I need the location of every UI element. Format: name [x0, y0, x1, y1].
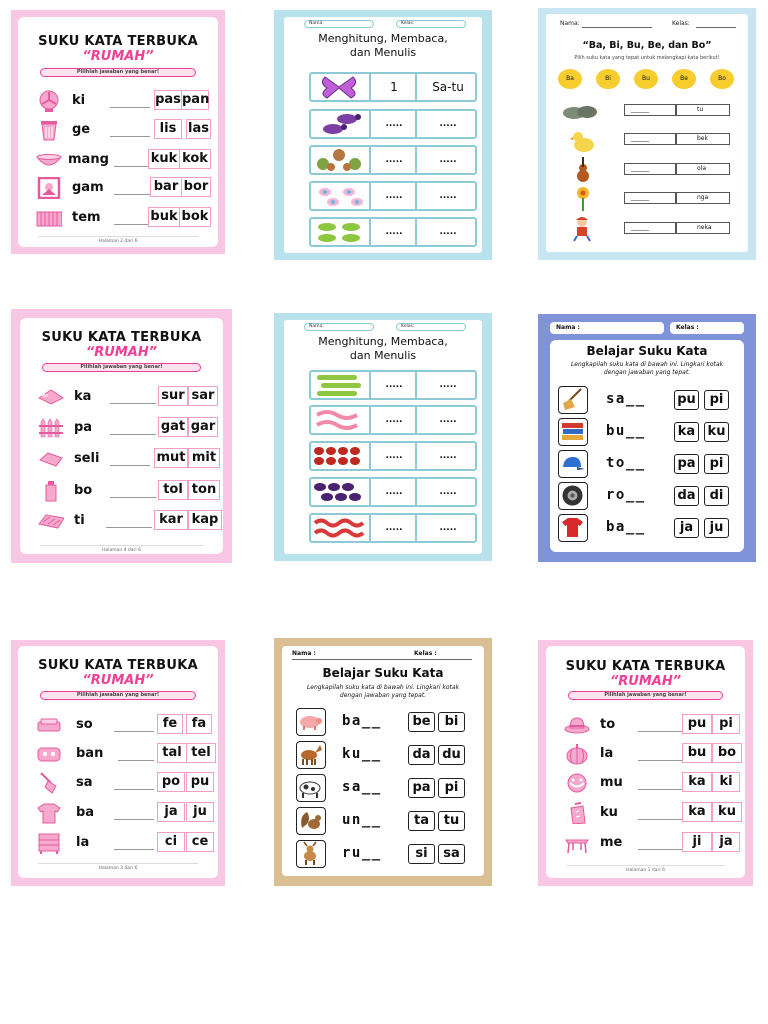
- name-field[interactable]: [582, 27, 652, 28]
- answer-box[interactable]: ______: [624, 133, 676, 145]
- list-item: [38, 417, 216, 441]
- option-box[interactable]: lis: [154, 119, 182, 139]
- class-field[interactable]: Kelas:: [396, 323, 466, 331]
- name-field[interactable]: Nama:: [304, 20, 374, 28]
- answer-blank[interactable]: [110, 136, 150, 137]
- word-suffix: bek: [676, 133, 730, 145]
- option-box[interactable]: ku: [704, 422, 729, 442]
- option-box[interactable]: bar: [150, 177, 182, 197]
- syllable: un__: [342, 812, 382, 828]
- option-box[interactable]: kuk: [148, 149, 180, 169]
- table-icon: [564, 832, 590, 854]
- option-box[interactable]: buk: [148, 207, 180, 227]
- fence-icon: [38, 417, 64, 439]
- option-box[interactable]: ku: [712, 802, 742, 822]
- page-title-line2: dan Menulis: [349, 349, 417, 362]
- option-box[interactable]: du: [438, 745, 465, 765]
- fan-icon: [36, 90, 62, 112]
- instruction: Pilih suku kata yang tepat untuk melengkapi kata berikut!: [574, 55, 720, 61]
- answer-blank[interactable]: [106, 527, 152, 528]
- option-box[interactable]: pi: [704, 454, 729, 474]
- option-box[interactable]: pi: [712, 714, 740, 734]
- page-footer: Halaman 1 dari 6: [626, 868, 665, 873]
- option-box[interactable]: be: [408, 712, 435, 732]
- violin-icon: [574, 157, 592, 183]
- answer-box[interactable]: ______: [624, 104, 676, 116]
- answer-box[interactable]: ______: [624, 192, 676, 204]
- instruction-pill: Pilihlah jawaban yang benar!: [568, 691, 723, 700]
- word-cell[interactable]: .....: [439, 227, 457, 237]
- deer-icon: [297, 841, 324, 866]
- syllable: ba__: [606, 519, 646, 535]
- answer-blank[interactable]: [110, 465, 150, 466]
- picture-box: [296, 741, 326, 769]
- answer-blank[interactable]: [114, 731, 154, 732]
- list-item: [36, 90, 210, 114]
- syllable: ba: [76, 805, 95, 820]
- option-box[interactable]: mit: [188, 448, 220, 468]
- ant-icon: [311, 111, 367, 137]
- option-box[interactable]: tel: [186, 743, 216, 763]
- word-suffix: tu: [676, 104, 730, 116]
- caterpillar-icon: [311, 372, 367, 398]
- answer-blank[interactable]: [118, 760, 154, 761]
- bed-icon: [38, 386, 64, 408]
- option-box[interactable]: pa: [674, 454, 699, 474]
- worksheet-belajar-1: [538, 314, 756, 562]
- books-icon: [559, 419, 586, 444]
- option-box[interactable]: gar: [188, 417, 218, 437]
- word-cell[interactable]: .....: [439, 155, 457, 165]
- answer-blank[interactable]: [110, 497, 156, 498]
- list-item: [564, 772, 731, 796]
- syllable: ku: [600, 805, 618, 820]
- radiator-icon: [36, 207, 62, 229]
- page-footer: Halaman 3 dari 6: [98, 866, 138, 871]
- option-box[interactable]: ja: [712, 832, 740, 852]
- option-box[interactable]: da: [408, 745, 435, 765]
- option-box[interactable]: sa: [438, 844, 465, 864]
- option-box[interactable]: di: [704, 486, 729, 506]
- page-title-line2: dan Menulis: [349, 46, 417, 59]
- picture-box: [558, 514, 588, 542]
- shirt-icon: [559, 515, 586, 540]
- answer-blank[interactable]: [110, 434, 156, 435]
- horse-icon: [297, 742, 324, 767]
- name-label: Nama:: [560, 20, 580, 27]
- count-cell[interactable]: .....: [385, 380, 403, 390]
- list-item: [36, 802, 207, 826]
- option-box[interactable]: bok: [179, 207, 211, 227]
- list-item: [564, 714, 731, 738]
- picture-box: [296, 708, 326, 736]
- instruction-pill: Pilihlah jawaban yang benar!: [40, 691, 196, 700]
- doll-icon: [570, 216, 594, 242]
- grasshopper-icon: [311, 219, 367, 245]
- word-cell[interactable]: .....: [439, 415, 457, 425]
- count-cell[interactable]: .....: [385, 155, 403, 165]
- syllable: to__: [606, 455, 646, 471]
- answer-blank[interactable]: [638, 789, 682, 790]
- count-cell[interactable]: .....: [385, 523, 403, 533]
- syllable: bo: [74, 483, 93, 498]
- page-title: “Ba, Bi, Bu, Be, dan Bo”: [582, 40, 712, 51]
- bowl-icon: [36, 149, 62, 171]
- option-box[interactable]: sur: [158, 386, 188, 406]
- sofa-icon: [36, 714, 62, 736]
- class-field[interactable]: Kelas:: [396, 20, 466, 28]
- syllable: ban: [76, 746, 104, 761]
- class-label: Kelas:: [672, 20, 690, 27]
- option-box[interactable]: pu: [674, 390, 699, 410]
- option-box[interactable]: tol: [158, 480, 188, 500]
- syllable: ba__: [342, 713, 382, 729]
- option-box[interactable]: fa: [186, 714, 212, 734]
- table-row: [309, 370, 477, 400]
- option-box[interactable]: ki: [712, 772, 740, 792]
- page-title: SUKU KATA TERBUKA: [38, 34, 198, 49]
- word-cell[interactable]: .....: [439, 523, 457, 533]
- option-box[interactable]: po: [157, 772, 185, 792]
- option-box[interactable]: fe: [157, 714, 183, 734]
- option-box[interactable]: tu: [438, 811, 465, 831]
- option-box[interactable]: ka: [674, 422, 699, 442]
- answer-blank[interactable]: [114, 789, 154, 790]
- table-row: [309, 145, 477, 175]
- class-label: Kelas :: [414, 650, 437, 657]
- list-item: [36, 832, 209, 856]
- pig-icon: [297, 709, 324, 734]
- worksheet-rumah-2: [11, 309, 232, 563]
- answer-blank[interactable]: [638, 731, 682, 732]
- option-box[interactable]: pa: [408, 778, 435, 798]
- option-box[interactable]: bo: [712, 743, 742, 763]
- syllable: sa__: [606, 391, 646, 407]
- list-item: [564, 832, 731, 856]
- answer-blank[interactable]: [638, 849, 682, 850]
- syllable: ge: [72, 122, 91, 137]
- option-box[interactable]: ju: [704, 518, 729, 538]
- syllable: mu: [600, 775, 623, 790]
- flower-icon: [574, 186, 592, 212]
- option-box[interactable]: pi: [704, 390, 729, 410]
- page-title: Belajar Suku Kata: [322, 666, 444, 680]
- option-box[interactable]: kap: [188, 510, 222, 530]
- answer-blank[interactable]: [110, 107, 150, 108]
- option-box[interactable]: ja: [157, 802, 185, 822]
- page-subtitle: “RUMAH”: [85, 345, 158, 360]
- worksheet-rumah-1: [11, 10, 225, 254]
- rock-icon: [562, 102, 598, 120]
- instruction-pill: Pilihlah jawaban yang benar!: [42, 363, 201, 372]
- pillow-icon: [36, 743, 62, 765]
- page-title: Menghitung, Membaca,: [318, 32, 448, 45]
- page-title: SUKU KATA TERBUKA: [565, 659, 726, 674]
- hat-icon: [564, 714, 590, 736]
- picture-box: [558, 418, 588, 446]
- option-box[interactable]: kok: [179, 149, 211, 169]
- table-row: [309, 477, 477, 507]
- syllable: ku__: [342, 746, 382, 762]
- word-suffix: nga: [676, 192, 730, 204]
- class-field[interactable]: Kelas :: [670, 322, 744, 334]
- word-suffix: ola: [676, 163, 730, 175]
- answer-blank[interactable]: [114, 224, 148, 225]
- drawer-icon: [36, 832, 62, 854]
- worksheet-ba-bi-bu: [538, 8, 756, 260]
- instruction: Lengkapilah suku kata di bawah ini. Lingkari kotak dengan jawaban yang tepat.: [570, 361, 724, 376]
- option-box[interactable]: bu: [682, 743, 712, 763]
- syllable: ro__: [606, 487, 646, 503]
- table-row: [309, 513, 477, 543]
- picture-box: [296, 807, 326, 835]
- page-footer: Halaman 4 dari 6: [102, 548, 141, 553]
- option-box[interactable]: bi: [438, 712, 465, 732]
- ant-icon: [311, 479, 367, 505]
- squirrel-icon: [297, 808, 324, 833]
- name-field[interactable]: Nama :: [550, 322, 664, 334]
- instruction: Lengkapilah suku kata di bawah ini. Lingkari kotak dengan jawaban yang tepat.: [306, 684, 460, 699]
- answer-blank[interactable]: [638, 819, 682, 820]
- syllable: ti: [74, 513, 85, 528]
- trash-bin-icon: [36, 119, 62, 141]
- syllable: bu__: [606, 423, 646, 439]
- page-title: SUKU KATA TERBUKA: [38, 658, 198, 673]
- option-box[interactable]: ci: [157, 832, 185, 852]
- count-cell[interactable]: .....: [385, 191, 403, 201]
- cap-icon: [559, 451, 586, 476]
- broom-icon: [36, 772, 62, 794]
- option-box[interactable]: ka: [682, 772, 712, 792]
- page-title: Belajar Suku Kata: [586, 344, 708, 358]
- ladybug-icon: [311, 443, 367, 469]
- answer-blank[interactable]: [638, 760, 682, 761]
- word-cell[interactable]: .....: [439, 487, 457, 497]
- syllable: ru__: [342, 845, 382, 861]
- table-row: [309, 217, 477, 247]
- option-box[interactable]: mut: [154, 448, 188, 468]
- syllable: ki: [72, 93, 86, 108]
- table-row: [309, 181, 477, 211]
- list-item: [564, 743, 737, 767]
- option-box[interactable]: pu: [682, 714, 712, 734]
- answer-blank[interactable]: [114, 819, 154, 820]
- syllable-chip[interactable]: Bo: [710, 69, 734, 89]
- pumpkin-icon: [564, 743, 590, 765]
- picture-box: [558, 386, 588, 414]
- word-cell[interactable]: .....: [439, 119, 457, 129]
- option-box[interactable]: ton: [188, 480, 220, 500]
- syllable-chip[interactable]: Bu: [634, 69, 658, 89]
- tire-icon: [559, 483, 586, 508]
- table-row: [309, 441, 477, 471]
- count-cell[interactable]: .....: [385, 119, 403, 129]
- word-cell[interactable]: .....: [439, 191, 457, 201]
- word-cell[interactable]: Sa-tu: [432, 80, 464, 94]
- fly-icon: [311, 183, 367, 209]
- count-cell[interactable]: .....: [385, 227, 403, 237]
- name-field[interactable]: [292, 659, 472, 660]
- table-row: [309, 72, 477, 102]
- answer-box[interactable]: ______: [624, 163, 676, 175]
- syllable: to: [600, 717, 616, 732]
- syllable-chip[interactable]: Ba: [558, 69, 582, 89]
- snail-icon: [311, 147, 367, 173]
- list-item: [38, 480, 217, 504]
- page-footer: Halaman 2 dari 6: [98, 239, 138, 244]
- option-box[interactable]: ka: [682, 802, 712, 822]
- option-box[interactable]: gat: [158, 417, 188, 437]
- option-box[interactable]: pi: [438, 778, 465, 798]
- syllable-chip[interactable]: Bi: [596, 69, 620, 89]
- option-box[interactable]: ce: [186, 832, 214, 852]
- picture-box: [558, 450, 588, 478]
- page-subtitle: “RUMAH”: [82, 673, 154, 688]
- option-box[interactable]: ta: [408, 811, 435, 831]
- list-item: [36, 149, 208, 173]
- list-item: [564, 802, 736, 826]
- word-cell[interactable]: .....: [439, 380, 457, 390]
- syllable: pa: [74, 420, 93, 435]
- bowl-icon: [564, 772, 590, 794]
- syllable: gam: [72, 180, 104, 195]
- syllable: ka: [74, 389, 92, 404]
- list-item: [36, 207, 209, 231]
- picture-box: [296, 840, 326, 868]
- syllable: me: [600, 835, 623, 850]
- answer-blank[interactable]: [114, 849, 154, 850]
- syllable: la: [76, 835, 90, 850]
- worksheet-rumah-3: [11, 640, 225, 886]
- syllable: la: [600, 746, 614, 761]
- shirt-icon: [36, 802, 62, 824]
- syllable: so: [76, 717, 93, 732]
- list-item: [36, 743, 211, 767]
- butterfly-icon: [311, 74, 367, 100]
- word-cell[interactable]: .....: [439, 451, 457, 461]
- option-box[interactable]: sar: [188, 386, 218, 406]
- option-box[interactable]: kar: [154, 510, 188, 530]
- instruction-pill: Pilihlah jawaban yang benar!: [40, 68, 196, 77]
- carpet-icon: [38, 510, 64, 532]
- page-subtitle: “RUMAH”: [609, 674, 682, 689]
- option-box[interactable]: si: [408, 844, 435, 864]
- option-box[interactable]: ja: [674, 518, 699, 538]
- option-box[interactable]: tal: [157, 743, 187, 763]
- syllable: tem: [72, 210, 101, 225]
- list-item: [36, 772, 210, 796]
- list-item: [36, 714, 207, 738]
- answer-blank[interactable]: [114, 166, 148, 167]
- list-item: [38, 510, 219, 534]
- name-label: Nama :: [292, 650, 316, 657]
- trash-bin-icon: [564, 802, 590, 824]
- list-item: [38, 386, 215, 410]
- picture-frame-icon: [36, 177, 62, 199]
- list-item: [38, 448, 217, 472]
- bottle-icon: [38, 480, 64, 502]
- name-field[interactable]: Nama:: [304, 323, 374, 331]
- option-box[interactable]: bor: [181, 177, 211, 197]
- list-item: [36, 177, 209, 201]
- table-row: [309, 109, 477, 139]
- picture-box: [296, 774, 326, 802]
- duck-icon: [570, 129, 596, 153]
- answer-box[interactable]: ______: [624, 222, 676, 234]
- count-cell[interactable]: .....: [385, 451, 403, 461]
- option-box[interactable]: pas: [154, 90, 182, 110]
- list-item: [36, 119, 209, 143]
- centipede-icon: [311, 515, 367, 541]
- count-cell[interactable]: .....: [385, 487, 403, 497]
- page-title: Menghitung, Membaca,: [318, 335, 448, 348]
- count-cell[interactable]: .....: [385, 415, 403, 425]
- option-box[interactable]: ju: [186, 802, 214, 822]
- option-box[interactable]: da: [674, 486, 699, 506]
- syllable: sa: [76, 775, 93, 790]
- class-field[interactable]: [696, 27, 736, 28]
- broom-icon: [559, 387, 586, 412]
- word-suffix: neka: [676, 222, 730, 234]
- cow-icon: [297, 775, 324, 800]
- worksheet-rumah-4: [538, 640, 753, 886]
- answer-blank[interactable]: [114, 194, 150, 195]
- pillow-icon: [38, 448, 64, 470]
- option-box[interactable]: pan: [181, 90, 209, 110]
- worksheet-counting-2: [274, 313, 492, 561]
- option-box[interactable]: pu: [186, 772, 214, 792]
- syllable: sa__: [342, 779, 382, 795]
- worksheet-counting-1: [274, 10, 492, 260]
- page-subtitle: “RUMAH”: [82, 49, 154, 64]
- syllable: seli: [74, 451, 100, 466]
- count-cell[interactable]: 1: [390, 80, 398, 94]
- worm-icon: [311, 407, 367, 433]
- worksheet-belajar-2: [274, 638, 492, 886]
- syllable-chip[interactable]: Be: [672, 69, 696, 89]
- option-box[interactable]: ji: [682, 832, 712, 852]
- answer-blank[interactable]: [110, 403, 156, 404]
- page-title: SUKU KATA TERBUKA: [41, 330, 202, 345]
- picture-box: [558, 482, 588, 510]
- table-row: [309, 405, 477, 435]
- syllable: mang: [68, 152, 109, 167]
- option-box[interactable]: las: [186, 119, 211, 139]
